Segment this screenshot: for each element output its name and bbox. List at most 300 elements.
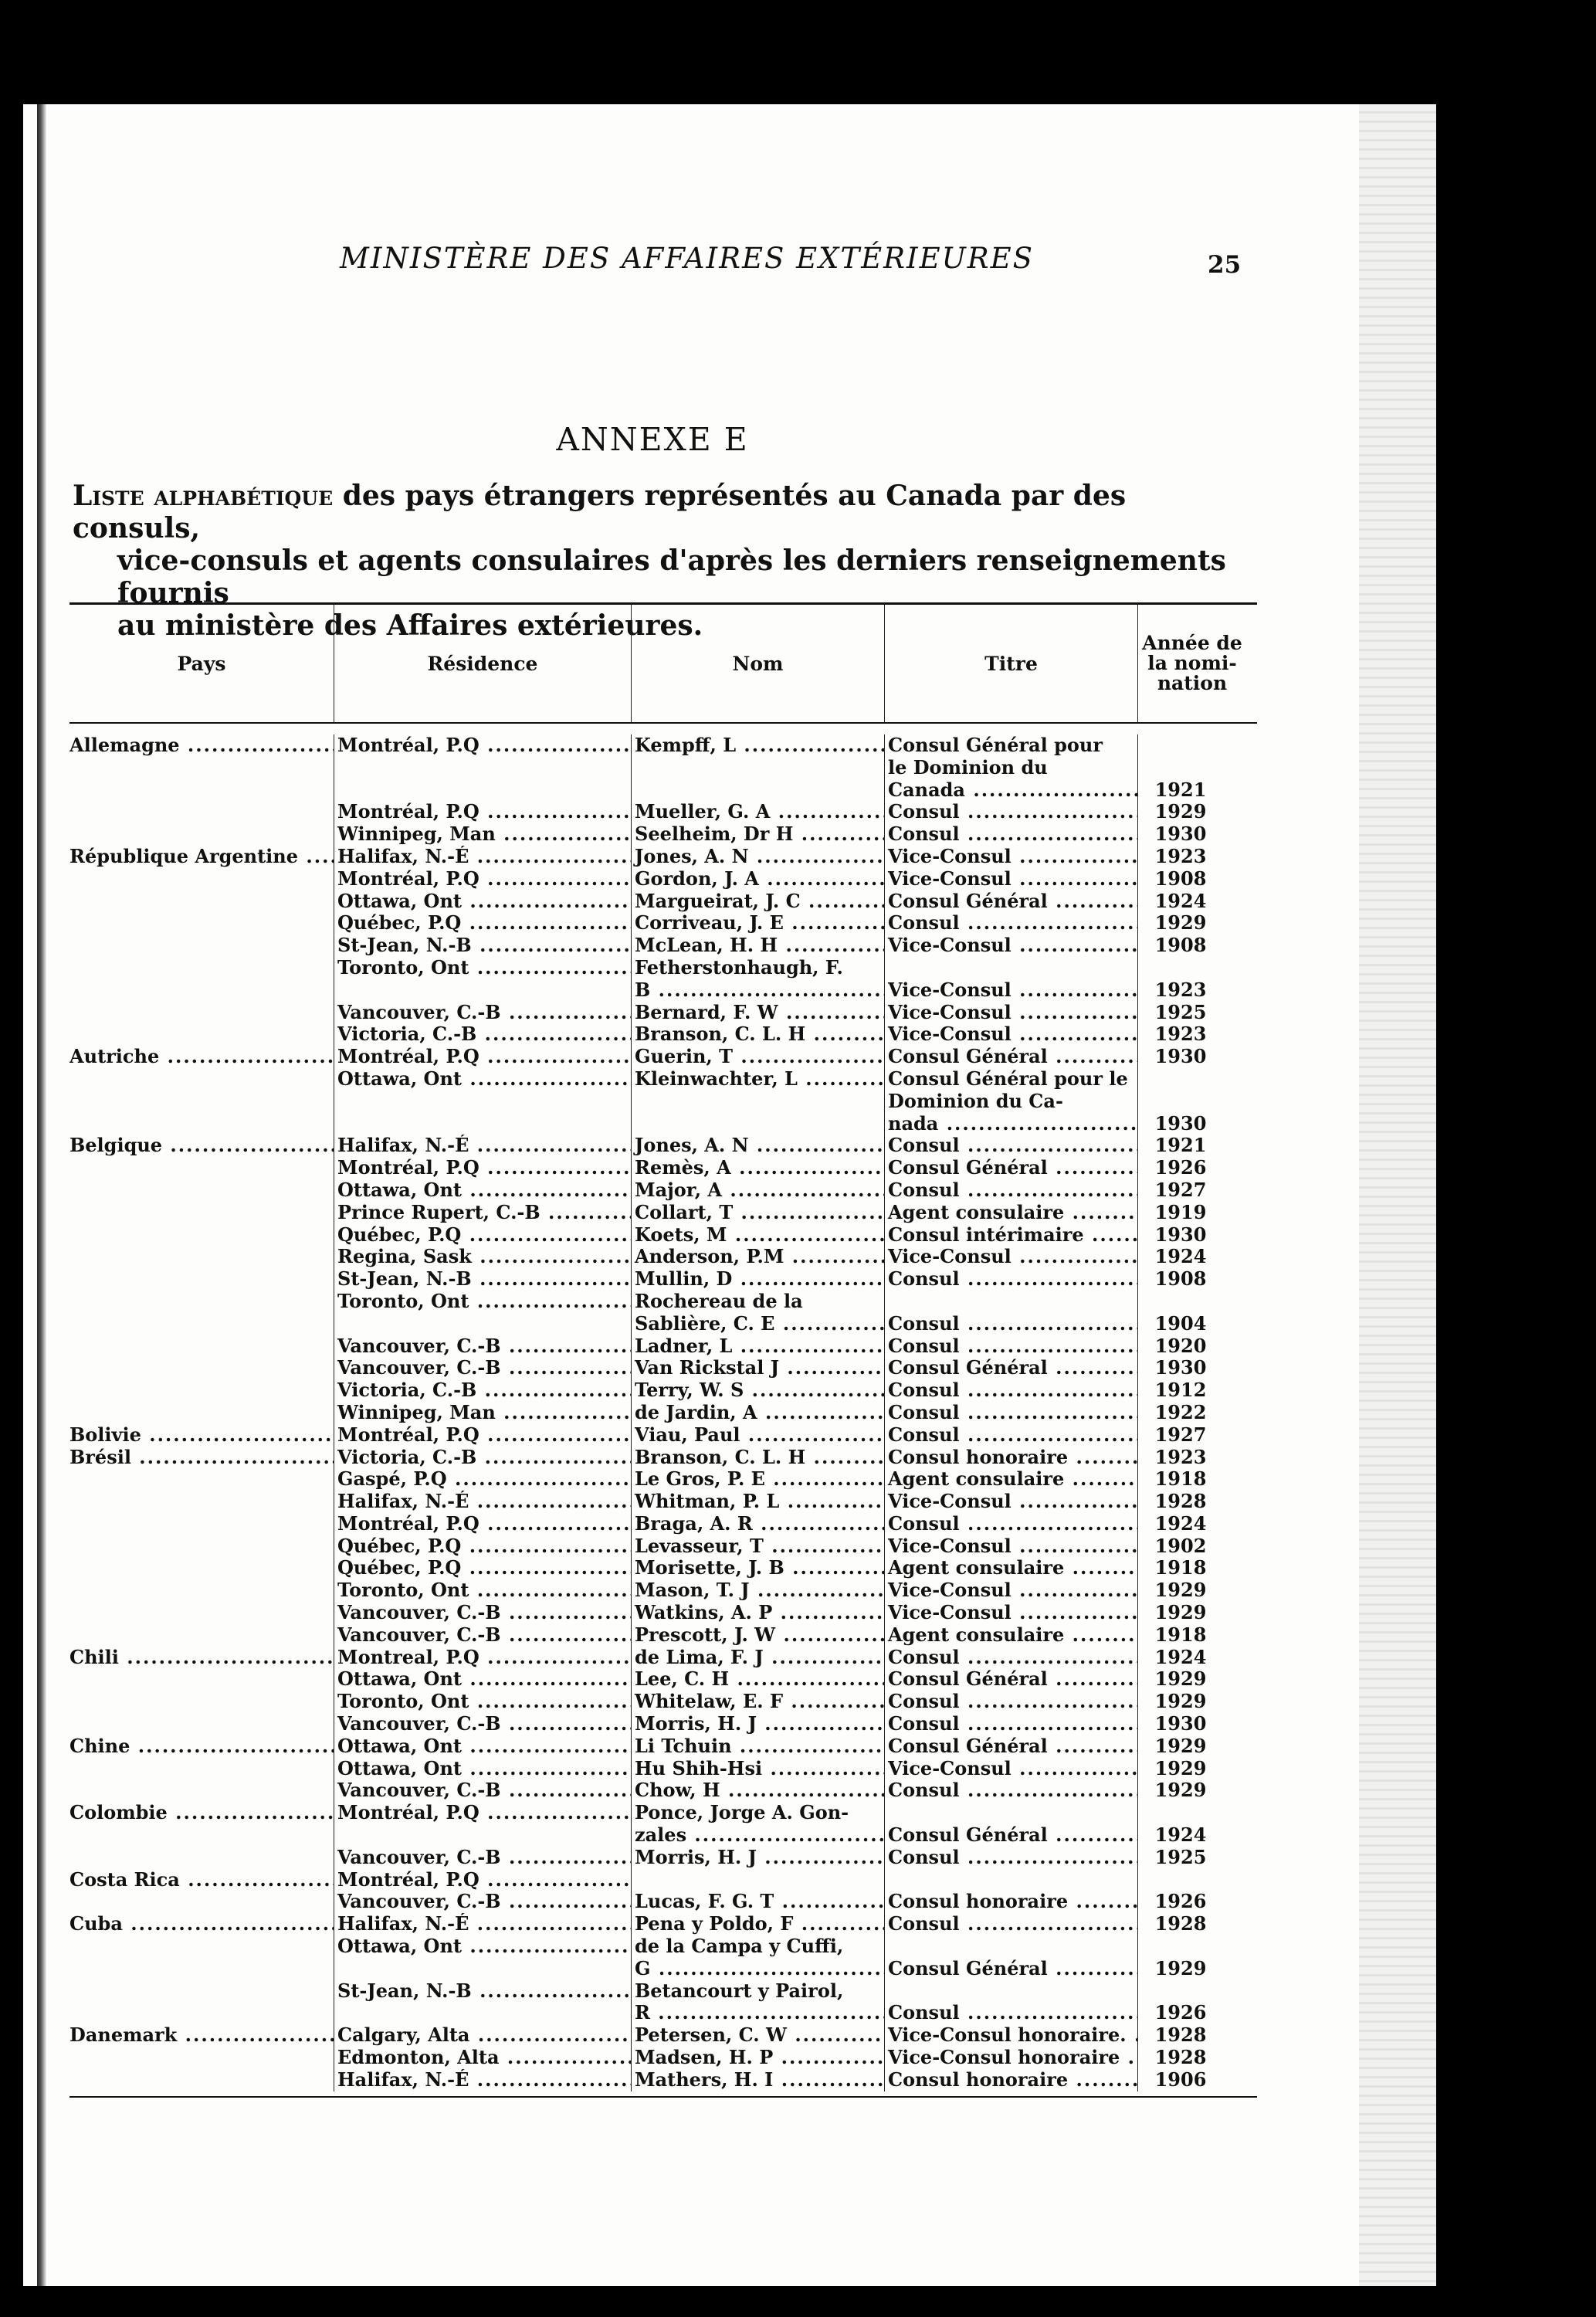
- cell-titre: [885, 1002, 1138, 1024]
- cell-nom: [632, 1202, 885, 1224]
- table-row: [69, 1602, 1257, 1624]
- cell-pays: [69, 1557, 334, 1579]
- cell-pays: [69, 1179, 334, 1202]
- cell-nom: [632, 1002, 885, 1024]
- table-row: [69, 1802, 1257, 1824]
- cell-annee-text: 1912: [1154, 1379, 1207, 1402]
- cell-pays-text: Allemagne .....: [69, 734, 334, 756]
- cell-nom-text: Rochereau de la: [635, 1290, 803, 1312]
- cell-titre-text: Consul .....: [888, 1268, 1138, 1290]
- cell-titre-text: Consul Général pour le: [888, 1067, 1128, 1090]
- table-row: [69, 1379, 1257, 1402]
- cell-pays: [69, 779, 334, 802]
- cell-residence: [334, 1291, 632, 1313]
- cell-residence-text: Québec, P.Q .....: [337, 1535, 632, 1557]
- cell-residence: [334, 912, 632, 935]
- cell-titre-text: Consul Général .....: [888, 1668, 1138, 1690]
- cell-residence: [334, 1802, 632, 1824]
- cell-annee-text: 1923: [1154, 845, 1207, 867]
- cell-titre-text: Consul .....: [888, 801, 1138, 823]
- cell-nom-text: Collart, T .....: [635, 1202, 885, 1223]
- cell-residence-text: Montréal, P.Q .....: [337, 1157, 632, 1179]
- cell-titre: [885, 1980, 1138, 2003]
- cell-titre: [885, 1891, 1138, 1913]
- cell-titre-text: Consul honoraire .....: [888, 1891, 1138, 1912]
- cell-nom: [632, 1802, 885, 1824]
- cell-titre: [885, 757, 1138, 779]
- cell-annee: [1138, 1002, 1246, 1024]
- cell-nom-text: de la Campa y Cuffi,: [635, 1935, 844, 1958]
- col-header-titre: Titre: [885, 605, 1138, 722]
- table-header: [69, 605, 1257, 722]
- cell-residence: [334, 734, 632, 757]
- cell-pays: [69, 1779, 334, 1802]
- cell-residence-text: Toronto, Ont .....: [337, 1691, 632, 1712]
- table-row: [69, 846, 1257, 868]
- cell-annee: [1138, 1468, 1246, 1491]
- cell-titre: [885, 1779, 1138, 1802]
- cell-annee-text: 1908: [1154, 1268, 1207, 1291]
- cell-annee-text: 1929: [1154, 801, 1207, 823]
- cell-annee-text: 1924: [1154, 1512, 1207, 1535]
- cell-nom: [632, 1735, 885, 1758]
- cell-residence: [334, 1824, 632, 1847]
- cell-titre-text: Vice-Consul .....: [888, 935, 1138, 956]
- cell-residence: [334, 979, 632, 1002]
- cell-annee: [1138, 1179, 1246, 1202]
- table-row: [69, 1735, 1257, 1758]
- cell-annee: [1138, 1491, 1246, 1513]
- col-header-annee: Année de la nomi- nation: [1142, 632, 1242, 694]
- cell-residence: [334, 1313, 632, 1335]
- cell-residence: [334, 1091, 632, 1113]
- cell-residence: [334, 1447, 632, 1469]
- cell-annee: [1138, 1602, 1246, 1624]
- cell-nom-text: McLean, H. H .....: [635, 935, 885, 956]
- cell-nom: [632, 1246, 885, 1268]
- cell-titre-text: Consul Général .....: [888, 1357, 1138, 1379]
- cell-residence: [334, 1691, 632, 1713]
- cell-annee-text: 1930: [1154, 1046, 1207, 1068]
- cell-residence: [334, 1869, 632, 1891]
- cell-pays: [69, 846, 334, 868]
- cell-nom-text: B .....: [635, 979, 885, 1001]
- cell-nom: [632, 1291, 885, 1313]
- cell-residence-text: Halifax, N.-É .....: [337, 2069, 632, 2091]
- cell-titre-text: Consul Général .....: [888, 1735, 1138, 1757]
- cell-pays-text: République Argentine .....: [69, 846, 334, 867]
- table-row: [69, 1579, 1257, 1602]
- cell-titre-text: Vice-Consul honoraire. .....: [888, 2024, 1138, 2046]
- table-row: [69, 1869, 1257, 1891]
- cell-pays-text: Danemark .....: [69, 2024, 334, 2046]
- cell-annee: [1138, 1313, 1246, 1335]
- cell-titre-text: Consul .....: [888, 1135, 1138, 1156]
- cell-titre: [885, 846, 1138, 868]
- cell-titre-text: Agent consulaire .....: [888, 1468, 1138, 1490]
- cell-annee: [1138, 1068, 1246, 1091]
- cell-titre: [885, 1913, 1138, 1935]
- cell-residence: [334, 1268, 632, 1291]
- cell-titre: [885, 1357, 1138, 1379]
- cell-residence: [334, 1958, 632, 1980]
- table-row: [69, 935, 1257, 957]
- cell-titre-text: Consul .....: [888, 1513, 1138, 1535]
- cell-annee-text: 1929: [1154, 1957, 1207, 1979]
- cell-nom-text: Kempff, L .....: [635, 734, 885, 756]
- cell-residence: [334, 1068, 632, 1091]
- table-row: [69, 1091, 1257, 1113]
- cell-annee: [1138, 1513, 1246, 1535]
- cell-pays: [69, 1647, 334, 1669]
- cell-residence: [334, 1713, 632, 1735]
- table-row: [69, 891, 1257, 913]
- cell-residence: [334, 2024, 632, 2047]
- cell-annee-text: 1925: [1154, 1001, 1207, 1023]
- cell-pays-text: Colombie .....: [69, 1802, 334, 1823]
- cell-annee: [1138, 1535, 1246, 1558]
- cell-titre-text: Consul .....: [888, 1424, 1138, 1446]
- cell-annee: [1138, 1402, 1246, 1424]
- table-row: [69, 1046, 1257, 1068]
- cell-nom-text: Ladner, L .....: [635, 1335, 885, 1357]
- cell-residence: [334, 1758, 632, 1780]
- table-row: [69, 2047, 1257, 2069]
- cell-annee: [1138, 1424, 1246, 1447]
- table-row: [69, 1713, 1257, 1735]
- cell-nom: [632, 1713, 885, 1735]
- cell-nom: [632, 1335, 885, 1358]
- cell-nom: [632, 1402, 885, 1424]
- cell-annee-text: 1929: [1154, 912, 1207, 935]
- table-row: [69, 1291, 1257, 1313]
- cell-nom-text: Remès, A .....: [635, 1157, 885, 1179]
- cell-nom-text: Van Rickstal J .....: [635, 1357, 885, 1379]
- table-row: [69, 734, 1257, 757]
- cell-residence-text: Halifax, N.-É .....: [337, 846, 632, 867]
- cell-residence: [334, 1113, 632, 1135]
- cell-nom: [632, 801, 885, 823]
- cell-annee: [1138, 1624, 1246, 1647]
- cell-nom-text: de Jardin, A .....: [635, 1402, 885, 1423]
- cell-nom-text: Morisette, J. B .....: [635, 1557, 885, 1579]
- cell-nom: [632, 1513, 885, 1535]
- table-row: [69, 1958, 1257, 1980]
- cell-residence: [334, 1980, 632, 2003]
- cell-nom: [632, 1357, 885, 1379]
- cell-nom-text: Gordon, J. A .....: [635, 868, 885, 890]
- cell-titre-text: Vice-Consul honoraire .....: [888, 2047, 1138, 2068]
- cell-titre-text: Vice-Consul .....: [888, 1579, 1138, 1601]
- annex-title: ANNEXE E: [556, 421, 749, 458]
- cell-annee-text: 1928: [1154, 2047, 1207, 2069]
- cell-annee-text: 1922: [1154, 1401, 1207, 1423]
- cell-residence-text: Vancouver, C.-B .....: [337, 1779, 632, 1801]
- table-row: [69, 2002, 1257, 2024]
- cell-titre: [885, 1224, 1138, 1247]
- cell-annee-text: 1927: [1154, 1423, 1207, 1446]
- cell-annee: [1138, 1268, 1246, 1291]
- cell-residence: [334, 1624, 632, 1647]
- cell-annee: [1138, 1557, 1246, 1579]
- cell-pays-text: Bolivie .....: [69, 1424, 334, 1446]
- cell-titre-text: Consul .....: [888, 1913, 1138, 1935]
- cell-titre: [885, 2002, 1138, 2024]
- cell-annee-text: 1930: [1154, 1112, 1207, 1135]
- table-row: [69, 1913, 1257, 1935]
- cell-titre: [885, 1557, 1138, 1579]
- cell-titre-text: Agent consulaire .....: [888, 1624, 1138, 1646]
- cell-nom-text: Morris, H. J .....: [635, 1713, 885, 1735]
- cell-titre-text: Consul .....: [888, 1335, 1138, 1357]
- cell-nom-text: Branson, C. L. H .....: [635, 1023, 885, 1045]
- cell-residence-text: Vancouver, C.-B .....: [337, 1335, 632, 1357]
- cell-annee-text: 1926: [1154, 2002, 1207, 2024]
- cell-titre: [885, 1291, 1138, 1313]
- cell-residence-text: Halifax, N.-É .....: [337, 1913, 632, 1935]
- cell-annee: [1138, 2024, 1246, 2047]
- cell-residence-text: Montréal, P.Q .....: [337, 1046, 632, 1067]
- cell-residence: [334, 1424, 632, 1447]
- table-row: [69, 1647, 1257, 1669]
- cell-pays: [69, 1135, 334, 1157]
- cell-residence: [334, 1913, 632, 1935]
- cell-titre: [885, 823, 1138, 846]
- cell-nom: [632, 1980, 885, 2003]
- cell-residence-text: St-Jean, N.-B .....: [337, 935, 632, 956]
- cell-pays: [69, 1847, 334, 1869]
- cell-residence: [334, 2069, 632, 2091]
- cell-pays-text: Cuba .....: [69, 1913, 334, 1935]
- cell-annee-text: 1918: [1154, 1623, 1207, 1646]
- table-row: [69, 912, 1257, 935]
- cell-annee-text: 1919: [1154, 1201, 1207, 1223]
- cell-nom-text: Levasseur, T .....: [635, 1535, 885, 1557]
- cell-residence-text: Vancouver, C.-B .....: [337, 1002, 632, 1023]
- cell-annee: [1138, 1135, 1246, 1157]
- cell-titre-text: Consul .....: [888, 1313, 1138, 1335]
- cell-nom-text: Major, A .....: [635, 1179, 885, 1201]
- cell-annee: [1138, 823, 1246, 846]
- cell-annee: [1138, 1958, 1246, 1980]
- cell-residence-text: Vancouver, C.-B .....: [337, 1847, 632, 1868]
- cell-titre: [885, 1647, 1138, 1669]
- cell-pays: [69, 1758, 334, 1780]
- table-row: [69, 979, 1257, 1002]
- cell-annee: [1138, 1246, 1246, 1268]
- cell-pays: [69, 1468, 334, 1491]
- cell-residence: [334, 1579, 632, 1602]
- table-row: [69, 868, 1257, 891]
- cell-residence-text: Victoria, C.-B .....: [337, 1447, 632, 1468]
- cell-residence: [334, 1023, 632, 1046]
- cell-titre-text: Consul honoraire .....: [888, 2069, 1138, 2091]
- cell-nom: [632, 912, 885, 935]
- cell-pays-text: Chine .....: [69, 1735, 334, 1757]
- cell-residence: [334, 1002, 632, 1024]
- cell-residence: [334, 1779, 632, 1802]
- cell-nom: [632, 1068, 885, 1091]
- cell-nom: [632, 2002, 885, 2024]
- cell-pays: [69, 1379, 334, 1402]
- cell-pays: [69, 1958, 334, 1980]
- cell-titre: [885, 1157, 1138, 1179]
- cell-nom: [632, 1379, 885, 1402]
- cell-nom-text: Anderson, P.M .....: [635, 1246, 885, 1267]
- cell-annee-text: 1929: [1154, 1757, 1207, 1779]
- cell-titre: [885, 1579, 1138, 1602]
- cell-residence-text: Ottawa, Ont .....: [337, 1735, 632, 1757]
- cell-titre: [885, 801, 1138, 823]
- cell-pays: [69, 1691, 334, 1713]
- cell-residence-text: Montréal, P.Q .....: [337, 1869, 632, 1891]
- cell-titre-text: Consul .....: [888, 823, 1138, 845]
- table-row: [69, 801, 1257, 823]
- cell-annee: [1138, 1758, 1246, 1780]
- cell-nom-text: Watkins, A. P .....: [635, 1602, 885, 1623]
- table-row: [69, 957, 1257, 979]
- cell-titre: [885, 1402, 1138, 1424]
- cell-pays: [69, 1335, 334, 1358]
- cell-titre-text: Consul .....: [888, 1647, 1138, 1668]
- cell-pays: [69, 1313, 334, 1335]
- cell-annee: [1138, 1113, 1246, 1135]
- cell-residence-text: Québec, P.Q .....: [337, 912, 632, 934]
- cell-nom-text: Li Tchuin .....: [635, 1735, 885, 1757]
- cell-nom-text: G .....: [635, 1958, 885, 1979]
- cell-pays: [69, 1068, 334, 1091]
- cell-titre: [885, 1691, 1138, 1713]
- cell-annee-text: 1929: [1154, 1579, 1207, 1602]
- cell-nom-text: Morris, H. J .....: [635, 1847, 885, 1868]
- cell-annee: [1138, 734, 1246, 757]
- table-row: [69, 1179, 1257, 1202]
- cell-residence-text: Halifax, N.-É .....: [337, 1135, 632, 1156]
- cell-annee-text: 1930: [1154, 823, 1207, 846]
- cell-nom: [632, 2069, 885, 2091]
- cell-nom-text: Betancourt y Pairol,: [635, 1979, 844, 2002]
- cell-nom-text: R .....: [635, 2002, 885, 2024]
- cell-titre-text: Consul Général .....: [888, 1958, 1138, 1979]
- cell-residence-text: Gaspé, P.Q .....: [337, 1468, 632, 1490]
- cell-nom: [632, 734, 885, 757]
- cell-pays: [69, 868, 334, 891]
- cell-titre-text: Consul honoraire .....: [888, 1447, 1138, 1468]
- cell-annee: [1138, 801, 1246, 823]
- cell-pays: [69, 935, 334, 957]
- table-row: [69, 1491, 1257, 1513]
- table-row: [69, 1402, 1257, 1424]
- cell-pays: [69, 734, 334, 757]
- table-row: [69, 1535, 1257, 1558]
- cell-residence-text: Vancouver, C.-B .....: [337, 1357, 632, 1379]
- cell-pays: [69, 1291, 334, 1313]
- cell-annee: [1138, 2002, 1246, 2024]
- cell-nom-text: Jones, A. N .....: [635, 846, 885, 867]
- cell-residence: [334, 1179, 632, 1202]
- cell-annee-text: 1908: [1154, 935, 1207, 957]
- cell-pays: [69, 1602, 334, 1624]
- cell-pays: [69, 1980, 334, 2003]
- cell-residence-text: Ottawa, Ont .....: [337, 891, 632, 912]
- cell-residence-text: Toronto, Ont .....: [337, 1579, 632, 1601]
- cell-annee: [1138, 868, 1246, 891]
- cell-nom-text: Koets, M .....: [635, 1224, 885, 1246]
- cell-nom-text: Branson, C. L. H .....: [635, 1447, 885, 1468]
- cell-titre: [885, 912, 1138, 935]
- cell-titre-text: Vice-Consul .....: [888, 846, 1138, 867]
- cell-nom: [632, 779, 885, 802]
- cell-pays: [69, 1535, 334, 1558]
- cell-annee-text: 1924: [1154, 890, 1207, 912]
- cell-annee: [1138, 1980, 1246, 2003]
- cell-nom-text: Lee, C. H .....: [635, 1668, 885, 1690]
- cell-nom-text: Chow, H .....: [635, 1779, 885, 1801]
- cell-residence: [334, 868, 632, 891]
- cell-titre-text: Consul Général .....: [888, 1824, 1138, 1846]
- cell-titre-text: Vice-Consul .....: [888, 1023, 1138, 1045]
- consul-table: [69, 602, 1257, 2098]
- cell-titre-text: Consul .....: [888, 1713, 1138, 1735]
- cell-pays: [69, 1935, 334, 1958]
- cell-pays: [69, 1913, 334, 1935]
- cell-pays: [69, 912, 334, 935]
- cell-titre: [885, 1113, 1138, 1135]
- cell-nom-text: Jones, A. N .....: [635, 1135, 885, 1156]
- cell-residence-text: Victoria, C.-B .....: [337, 1379, 632, 1401]
- cell-nom: [632, 1779, 885, 1802]
- cell-residence: [334, 1246, 632, 1268]
- cell-pays: [69, 2047, 334, 2069]
- cell-residence-text: Québec, P.Q .....: [337, 1557, 632, 1579]
- cell-residence-text: Toronto, Ont .....: [337, 957, 632, 979]
- cell-residence-text: Halifax, N.-É .....: [337, 1491, 632, 1512]
- cell-pays: [69, 1802, 334, 1824]
- cell-residence: [334, 1557, 632, 1579]
- cell-titre: [885, 2024, 1138, 2047]
- cell-pays: [69, 757, 334, 779]
- cell-nom-text: Bernard, F. W .....: [635, 1002, 885, 1023]
- cell-annee: [1138, 1713, 1246, 1735]
- cell-nom: [632, 1268, 885, 1291]
- cell-pays: [69, 1424, 334, 1447]
- cell-annee: [1138, 1802, 1246, 1824]
- cell-titre-text: Consul .....: [888, 2002, 1138, 2024]
- cell-residence-text: Ottawa, Ont .....: [337, 1068, 632, 1090]
- cell-residence-text: St-Jean, N.-B .....: [337, 1980, 632, 2002]
- cell-residence: [334, 1468, 632, 1491]
- cell-titre-text: Consul .....: [888, 1847, 1138, 1868]
- table-row: [69, 779, 1257, 802]
- cell-titre-text: Vice-Consul .....: [888, 1535, 1138, 1557]
- col-header-residence: Résidence: [334, 605, 632, 722]
- cell-residence: [334, 1157, 632, 1179]
- cell-annee: [1138, 935, 1246, 957]
- table-row: [69, 1023, 1257, 1046]
- cell-residence: [334, 801, 632, 823]
- cell-residence: [334, 1135, 632, 1157]
- cell-pays: [69, 2024, 334, 2047]
- cell-annee: [1138, 1869, 1246, 1891]
- cell-annee: [1138, 1091, 1246, 1113]
- cell-annee-text: 1929: [1154, 1779, 1207, 1802]
- cell-residence: [334, 935, 632, 957]
- cell-titre: [885, 868, 1138, 891]
- cell-residence: [334, 823, 632, 846]
- cell-nom: [632, 1157, 885, 1179]
- page-fold-edge: [1359, 104, 1436, 2286]
- cell-annee-text: 1930: [1154, 1713, 1207, 1735]
